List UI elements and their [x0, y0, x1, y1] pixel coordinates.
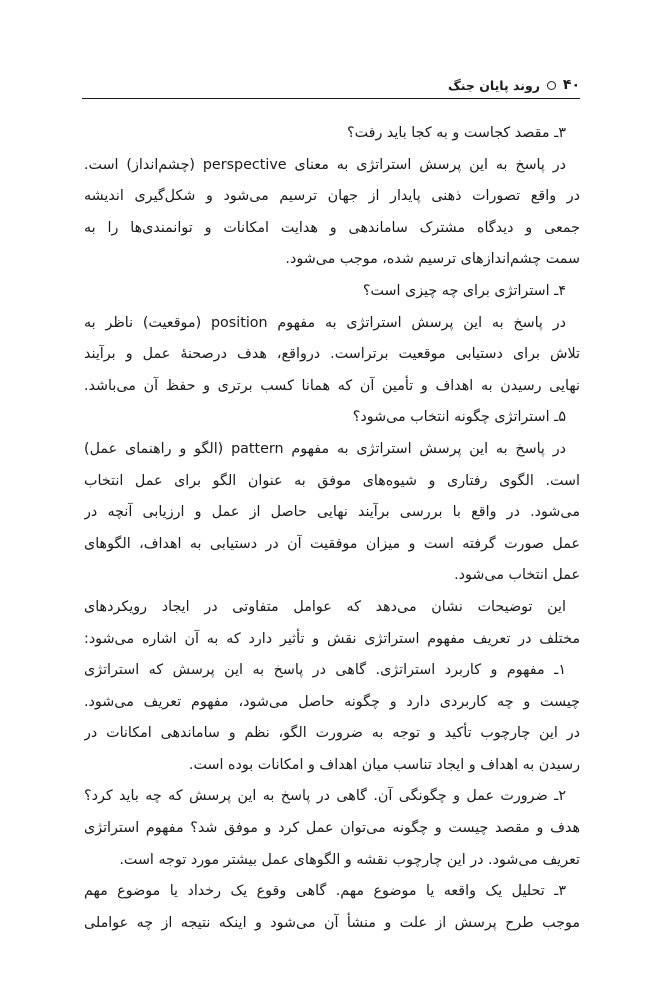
text-line: ۳ـ تحلیل یک واقعه یا موضوع مهم. گاهی وقوع یک رخداد یا موضوع مهم — [84, 883, 566, 900]
text-line: این توضیحات نشان می‌دهد که عوامل متفاوتی در ایجاد رویکردهای — [84, 598, 566, 615]
text-line: سمت چشم‌اندازهای ترسیم شده، موجب می‌شود. — [285, 251, 580, 268]
text-line: در واقع تصورات ذهنی پایدار از جهان ترسیم می‌شود و شکل‌گیری اندیشه — [84, 188, 580, 205]
text-line: نهایی رسیدن به اهداف و تأمین آن که همانا کسب برتری و حفظ آن می‌باشد. — [84, 377, 580, 394]
text-line: تعریف می‌شود. در این چارچوب نقشه و الگوهای عمل بیشتر مورد توجه است. — [119, 851, 580, 868]
text-line: ۲ـ ضرورت عمل و چگونگی آن. گاهی در پاسخ به این پرسش که چه باید کرد؟ — [84, 788, 566, 805]
text-line: عمل صورت گرفته است و میزان موفقیت آن در دستیابی به اهداف، الگوهای — [84, 535, 580, 552]
text-line: هدف و مقصد چیست و چگونه می‌توان عمل کرد و موفق شد؟ مفهوم استراتژی — [84, 820, 580, 837]
text-line: ۱ـ مفهوم و کاربرد استراتژی. گاهی در پاسخ به این پرسش که استراتژی — [84, 662, 566, 679]
text-line: جمعی و دیدگاه مشترک ساماندهی و هدایت امکانات و توانمندی‌ها را به — [84, 219, 580, 236]
text-line: ۳ـ مقصد کجاست و به کجا باید رفت؟ — [346, 125, 566, 141]
text-line: در این چارچوب تأکید و توجه به ضرورت الگو، نظم و ساماندهی امکانات در — [84, 725, 580, 742]
text-line: در پاسخ به این پرسش استراتژی به معنای perspective (چشم‌انداز) است. — [84, 156, 566, 173]
text-line: تلاش برای دستیابی موقعیت برتراست. درواقع، هدف درصحنهٔ عمل و برآیند — [84, 346, 580, 363]
text-line: در پاسخ به این پرسش استراتژی به مفهوم position (موقعیت) ناظر به — [84, 314, 566, 331]
text-line: رسیدن به اهداف و ایجاد تناسب میان اهداف و امکانات بوده است. — [188, 756, 580, 773]
body-text — [84, 118, 580, 939]
text-line: عمل انتخاب می‌شود. — [454, 567, 580, 584]
text-line: است. الگوی رفتاری و شیوه‌های موفق به عنوان الگو برای عمل انتخاب — [84, 472, 580, 489]
text-line: چیست و چه کاربردی دارد و چگونه حاصل می‌شود، مفهوم تعریف می‌شود. — [84, 693, 580, 710]
text-line: ۴ـ استراتژی برای چه چیزی است؟ — [362, 282, 566, 299]
header-divider — [82, 98, 580, 99]
text-line: مختلف در تعریف مفهوم استراتژی نقش و تأثیر دارد که به آن اشاره می‌شود: — [84, 630, 580, 647]
text-line: موجب طرح پرسش از علت و منشأ آن می‌شود و اینکه نتیجه از چه عواملی — [84, 914, 580, 931]
running-title: روند پایان جنگ — [447, 77, 540, 93]
text-line: در پاسخ به این پرسش استراتژی به مفهوم pattern (الگو و راهنمای عمل) — [84, 440, 566, 457]
circle-ornament-icon — [547, 81, 556, 90]
text-line: ۵ـ استراتژی چگونه انتخاب می‌شود؟ — [352, 409, 566, 426]
page-header — [82, 74, 580, 96]
page-number: ۴۰ — [562, 77, 580, 93]
text-line: می‌شود. در واقع با بررسی برآیند نهایی حاصل از عمل و ارزیابی آنچه در — [84, 504, 580, 521]
